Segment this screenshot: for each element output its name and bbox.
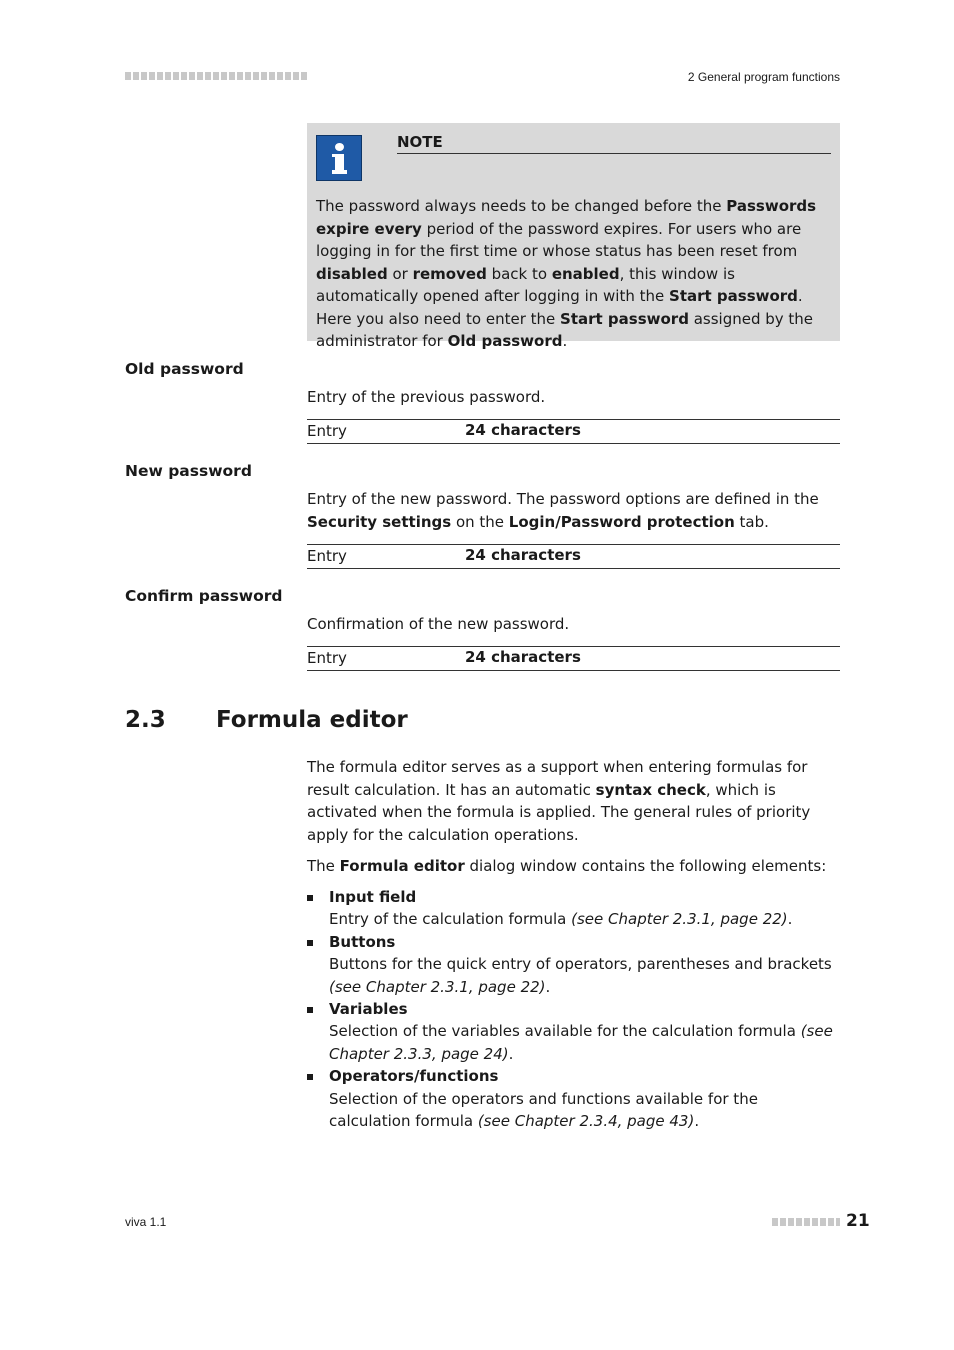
- list-item-title: Operators/functions: [329, 1067, 499, 1086]
- entry-label: Entry: [307, 422, 347, 440]
- note-text: The password always needs to be changed before the Passwords expire every period of the password expires. For users who are logging in for the first time or whose status has been reset from disabled or removed back to enabled, this window is automatically opened after logging in with the Start password. Here you also need to enter the Start password assigned by the administrator for Old password.: [316, 197, 817, 350]
- entry-label: Entry: [307, 649, 347, 667]
- cross-reference-link[interactable]: (see Chapter 2.3.4, page 43): [477, 1112, 695, 1131]
- list-item: [307, 998, 840, 1065]
- note-title: NOTE: [397, 133, 831, 154]
- entry-table-new-password: [307, 544, 840, 569]
- list-item: [307, 1065, 840, 1132]
- entry-table-confirm-password: [307, 646, 840, 671]
- list-item-title: Variables: [329, 1000, 408, 1019]
- entry-value: 24 characters: [465, 546, 581, 564]
- entry-table-old-password: [307, 419, 840, 444]
- list-item-title: Buttons: [329, 932, 396, 951]
- entry-label: Entry: [307, 547, 347, 565]
- list-item-text: Entry of the calculation formula (see Chapter 2.3.1, page 22).: [329, 910, 793, 929]
- footer-product: viva 1.1: [125, 1215, 167, 1229]
- desc-confirm-password: Confirmation of the new password.: [307, 615, 570, 633]
- footer-decoration: [772, 1218, 840, 1226]
- bullet-icon: [307, 895, 313, 901]
- section-number: 2.3: [125, 707, 166, 733]
- section-title: Formula editor: [216, 707, 408, 733]
- term-new-password: New password: [125, 462, 252, 480]
- page-number: 21: [846, 1211, 870, 1231]
- term-confirm-password: Confirm password: [125, 587, 283, 605]
- header-decoration: [125, 72, 307, 80]
- list-item-text: Selection of the operators and functions available for the calculation formula (see Chapter 2.3.4, page 43).: [329, 1089, 758, 1131]
- desc-new-password: Entry of the new password. The password options are defined in the Security settings on the Login/Password protection tab.: [307, 490, 819, 531]
- section-intro-2: The Formula editor dialog window contains the following elements:: [307, 857, 827, 875]
- desc-old-password: Entry of the previous password.: [307, 388, 546, 406]
- list-item: [307, 931, 840, 998]
- list-item-text: Buttons for the quick entry of operators, parentheses and brackets (see Chapter 2.3.1, page 22).: [329, 955, 832, 996]
- element-list: [307, 886, 840, 1132]
- section-intro: The formula editor serves as a support when entering formulas for result calculation. It has an automatic syntax check, which is activated when the formula is applied. The general rules of priority apply for the calculation operations.: [307, 758, 811, 844]
- list-item: [307, 886, 840, 931]
- header-section-title: 2 General program functions: [687, 70, 840, 84]
- note-box: [307, 123, 840, 350]
- term-old-password: Old password: [125, 360, 244, 378]
- entry-value: 24 characters: [465, 421, 581, 439]
- cross-reference-link[interactable]: (see Chapter 2.3.1, page 22): [571, 910, 788, 929]
- cross-reference-link[interactable]: (see Chapter 2.3.1, page 22): [329, 977, 546, 996]
- entry-value: 24 characters: [465, 648, 581, 666]
- bullet-icon: [307, 1074, 313, 1080]
- bullet-icon: [307, 1007, 313, 1013]
- list-item-text: Selection of the variables available for the calculation formula (see Chapter 2.3.3, page 24).: [329, 1022, 833, 1063]
- cross-reference-link[interactable]: (see Chapter 2.3.3, page 24): [329, 1022, 833, 1063]
- bullet-icon: [307, 940, 313, 946]
- list-item-title: Input field: [329, 888, 417, 906]
- info-icon: [316, 135, 362, 181]
